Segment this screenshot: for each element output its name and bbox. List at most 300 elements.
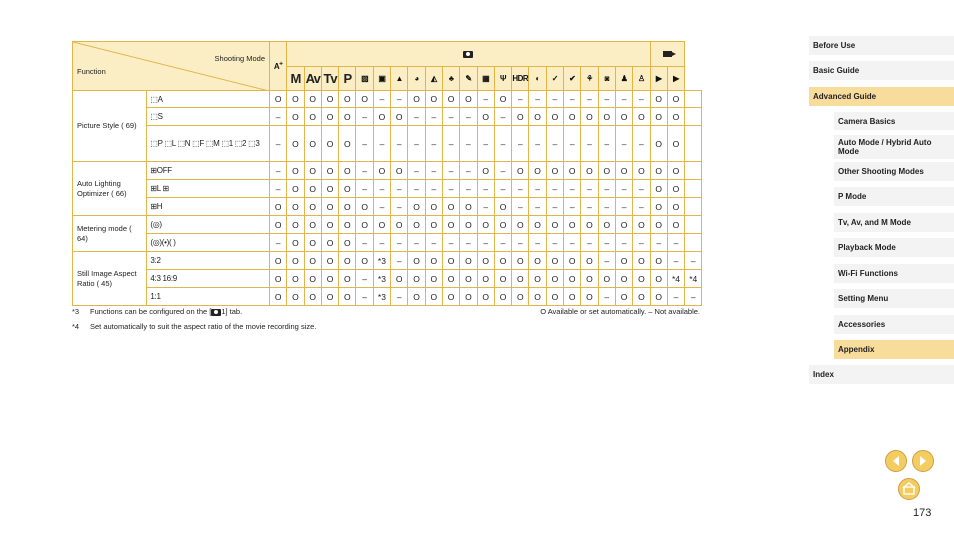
availability-cell: O [321,252,338,270]
availability-cell [685,91,702,108]
availability-cell: – [598,288,615,306]
availability-cell: – [460,108,477,126]
availability-cell: O [373,108,390,126]
availability-cell: – [391,91,408,108]
availability-cell: – [598,91,615,108]
table-corner-header [73,42,270,91]
availability-cell: O [529,288,546,306]
availability-cell: O [391,216,408,234]
availability-cell: O [287,216,304,234]
shooting-mode-icon: M [290,71,301,86]
availability-cell: O [615,270,632,288]
availability-cell: O [650,252,667,270]
availability-cell: – [442,180,459,198]
availability-cell: O [442,91,459,108]
mode-header-2 [321,67,338,91]
availability-cell: O [512,162,529,180]
mode-header-12 [494,67,511,91]
availability-cell: O [460,216,477,234]
availability-cell: O [321,108,338,126]
availability-cell: O [287,234,304,252]
table-row [73,216,702,234]
availability-cell: O [339,180,356,198]
sidebar-item-before-use[interactable] [809,36,954,55]
availability-cell: O [391,270,408,288]
availability-cell: O [442,252,459,270]
shooting-mode-icon: ✓ [551,74,558,83]
availability-cell: – [408,162,425,180]
setting-icon: ⊞L ⊞ [147,180,270,198]
availability-cell: O [339,216,356,234]
shooting-mode-icon: ▶ [655,74,662,83]
home-button[interactable] [898,478,920,500]
availability-cell: O [339,108,356,126]
availability-cell: O [633,288,650,306]
availability-cell: O [270,91,287,108]
arrow-left-icon [891,455,901,467]
shooting-mode-icon: HDR [512,74,529,83]
availability-cell: – [442,126,459,162]
availability-cell: – [633,126,650,162]
sidebar-item-label: Basic Guide [813,66,860,75]
availability-cell: O [598,108,615,126]
availability-cell: O [287,270,304,288]
sidebar-item-label: Playback Mode [838,243,896,252]
availability-cell: – [270,126,287,162]
availability-cell: – [373,198,390,216]
sidebar-item-camera-basics[interactable] [834,112,954,130]
availability-cell: – [460,234,477,252]
sidebar-item-advanced-guide[interactable] [809,87,954,106]
availability-cell: O [425,252,442,270]
availability-cell: O [615,252,632,270]
availability-cell: O [442,216,459,234]
availability-cell: O [287,288,304,306]
availability-cell: – [408,108,425,126]
availability-cell: – [477,126,494,162]
shooting-mode-label: Shooting Mode [214,54,265,63]
availability-cell: O [408,198,425,216]
availability-cell: O [650,126,667,162]
availability-cell: O [477,108,494,126]
availability-cell: – [564,198,581,216]
availability-cell: O [408,288,425,306]
availability-cell: O [460,270,477,288]
availability-cell: O [477,288,494,306]
shooting-mode-icon: ♣ [448,74,454,83]
availability-cell: – [564,91,581,108]
availability-cell: – [529,126,546,162]
availability-cell: – [667,234,684,252]
availability-cell: O [460,252,477,270]
availability-cell: O [529,162,546,180]
availability-cell: O [287,252,304,270]
availability-cell: O [425,91,442,108]
availability-cell: O [339,252,356,270]
sidebar-item-playback-mode[interactable] [834,238,954,257]
mode-header-11 [477,67,494,91]
availability-cell: O [564,270,581,288]
mode-header-8 [425,67,442,91]
availability-cell: – [512,91,529,108]
sidebar-item-label: Wi-Fi Functions [838,269,898,278]
availability-cell: – [564,126,581,162]
camera-icon [211,309,221,316]
setting-icon: ⊞OFF [147,162,270,180]
availability-cell: – [615,234,632,252]
shooting-mode-icon: ▶ [673,74,679,83]
availability-cell: O [581,252,598,270]
availability-cell: O [304,234,321,252]
availability-cell: – [391,288,408,306]
setting-icon: (◎) [147,216,270,234]
sidebar-item-label: Tv, Av, and M Mode [838,218,911,227]
availability-cell: – [529,91,546,108]
availability-cell: O [477,162,494,180]
availability-cell: O [460,288,477,306]
next-page-button[interactable] [912,450,934,472]
shooting-mode-icon: ✔ [569,74,576,83]
availability-cell: – [494,234,511,252]
availability-cell: O [339,198,356,216]
sidebar-item-basic-guide[interactable] [809,61,954,80]
availability-cell: O [321,198,338,216]
availability-cell: O [425,288,442,306]
table-row [73,162,702,180]
still-image-modes-header [287,42,650,67]
availability-cell: O [339,126,356,162]
availability-cell: O [667,198,684,216]
availability-cell: – [546,126,563,162]
availability-cell: – [425,162,442,180]
availability-cell: – [425,234,442,252]
availability-cell: – [391,252,408,270]
availability-cell: O [615,108,632,126]
availability-cell: O [581,108,598,126]
sidebar-item-label: Other Shooting Modes [838,167,924,176]
mode-header-5 [373,67,390,91]
availability-cell: O [425,216,442,234]
availability-cell: O [442,288,459,306]
availability-cell: – [477,234,494,252]
availability-cell: O [339,91,356,108]
availability-cell: – [529,180,546,198]
availability-cell: O [546,252,563,270]
availability-cell: – [529,198,546,216]
availability-cell: O [615,288,632,306]
mode-header-13 [512,67,529,91]
availability-cell: O [321,288,338,306]
availability-cell: O [581,162,598,180]
sidebar-item-tv-av-and-m-mode[interactable] [834,213,954,232]
availability-cell: – [512,126,529,162]
mode-header-4 [356,67,373,91]
availability-cell: O [356,216,373,234]
availability-cell: – [564,234,581,252]
availability-cell: – [356,162,373,180]
availability-cell: O [650,198,667,216]
availability-cell: O [339,234,356,252]
availability-cell: O [529,270,546,288]
footnote-3 [72,307,704,322]
table-row [73,288,702,306]
availability-cell: – [633,198,650,216]
availability-cell: – [581,234,598,252]
availability-cell [685,198,702,216]
mode-header-0 [287,67,304,91]
availability-cell: O [287,198,304,216]
availability-cell: O [564,288,581,306]
sidebar-item-setting-menu[interactable] [834,289,954,308]
availability-cell: – [477,198,494,216]
shooting-mode-icon: ♟ [620,74,628,83]
sidebar-item-auto-mode-hybrid-auto-mode[interactable] [834,135,954,159]
sidebar-item-index[interactable] [809,365,954,384]
availability-cell: – [356,234,373,252]
availability-cell: O [408,91,425,108]
availability-cell: O [529,252,546,270]
movie-modes-header [650,42,685,67]
availability-cell: O [564,108,581,126]
availability-cell: O [581,270,598,288]
availability-cell: O [650,91,667,108]
availability-cell: O [270,198,287,216]
availability-cell: *4 [685,270,702,288]
availability-cell: O [304,216,321,234]
availability-cell: O [373,162,390,180]
mode-header-20 [633,67,650,91]
availability-cell: O [512,216,529,234]
shooting-mode-icon: ◭ [430,74,437,83]
sidebar-item-wi-fi-functions[interactable] [834,264,954,283]
availability-cell: O [270,216,287,234]
availability-cell: O [564,162,581,180]
availability-cell: O [321,216,338,234]
table-row [73,108,702,126]
availability-cell: O [667,108,684,126]
availability-cell: O [546,162,563,180]
sidebar-item-label: Before Use [813,41,856,50]
availability-cell: O [373,216,390,234]
availability-cell: O [529,216,546,234]
availability-cell: – [477,180,494,198]
footnote-text: Set automatically to suit the aspect ratio of the movie recording size. [90,322,317,331]
availability-cell: O [581,288,598,306]
availability-cell: O [633,252,650,270]
shooting-mode-icon: ◐ [535,74,540,83]
sidebar-item-p-mode[interactable] [834,187,954,206]
availability-cell: O [615,162,632,180]
availability-cell: O [633,162,650,180]
availability-cell: O [442,198,459,216]
table-row [73,91,702,108]
mode-header-16 [564,67,581,91]
availability-cell: – [564,180,581,198]
availability-cell: O [339,162,356,180]
footnotes [72,307,704,337]
availability-cell: O [287,126,304,162]
availability-cell: O [321,126,338,162]
availability-cell: O [546,288,563,306]
table-row [73,252,702,270]
mode-header-15 [546,67,563,91]
availability-cell: – [356,288,373,306]
availability-cell: O [564,216,581,234]
mode-header-19 [615,67,632,91]
availability-cell: – [546,234,563,252]
setting-icon: 1:1 [147,288,270,306]
availability-cell: O [287,180,304,198]
availability-cell: *3 [373,270,390,288]
availability-cell: O [460,198,477,216]
availability-cell: O [321,234,338,252]
availability-cell: O [270,288,287,306]
availability-cell: – [460,162,477,180]
availability-cell [685,126,702,162]
availability-cell: O [512,252,529,270]
setting-icon: ⬚S [147,108,270,126]
availability-cell: O [304,180,321,198]
availability-cell: – [460,180,477,198]
availability-cell: – [270,180,287,198]
availability-cell: – [667,252,684,270]
availability-cell: O [442,270,459,288]
home-icon [899,479,919,499]
availability-cell: O [425,270,442,288]
availability-cell: O [408,270,425,288]
mode-header-18 [598,67,615,91]
availability-cell: O [460,91,477,108]
availability-cell: O [408,216,425,234]
availability-cell: O [304,252,321,270]
sidebar-item-label: Auto Mode / Hybrid Auto Mode [838,138,932,156]
availability-cell: – [494,108,511,126]
availability-cell [685,180,702,198]
availability-cell: O [529,108,546,126]
availability-cell: – [615,126,632,162]
mode-header-9 [442,67,459,91]
availability-cell: O [633,216,650,234]
availability-cell: O [581,216,598,234]
availability-cell: O [667,126,684,162]
sidebar-item-label: Appendix [838,345,875,354]
availability-cell: O [598,162,615,180]
availability-cell: O [477,270,494,288]
availability-cell: O [564,252,581,270]
availability-cell [685,108,702,126]
availability-cell: O [494,270,511,288]
footnote-mark: *3 [72,307,80,316]
sidebar-item-label: Accessories [838,320,886,329]
sidebar-item-appendix[interactable] [834,340,954,359]
availability-cell: O [546,216,563,234]
availability-cell: – [442,108,459,126]
availability-cell: – [633,180,650,198]
mode-header-22 [667,67,684,91]
shooting-mode-icon: P [343,71,352,86]
availability-cell: – [391,234,408,252]
availability-cell: O [512,108,529,126]
function-name: Auto Lighting Optimizer ( 66) [73,162,147,216]
setting-icon: ⬚P ⬚L ⬚N ⬚F ⬚M ⬚1 ⬚2 ⬚3 [147,126,270,162]
mode-header-3 [339,67,356,91]
availability-cell: – [270,162,287,180]
availability-cell: O [287,91,304,108]
availability-cell: O [650,108,667,126]
availability-cell: O [477,252,494,270]
availability-cell: – [598,126,615,162]
sidebar-item-label: Advanced Guide [813,92,877,101]
availability-cell: – [512,180,529,198]
availability-cell: – [633,234,650,252]
footnote-4 [72,322,704,337]
mode-header-14 [529,67,546,91]
sidebar-item-accessories[interactable] [834,315,954,334]
availability-cell: O [270,252,287,270]
availability-cell: – [633,91,650,108]
availability-cell: O [512,270,529,288]
availability-cell: – [615,198,632,216]
availability-cell: O [321,91,338,108]
availability-cell: – [373,180,390,198]
availability-cell: O [408,252,425,270]
mode-header-17 [581,67,598,91]
availability-cell: O [287,108,304,126]
availability-cell: *3 [373,252,390,270]
availability-cell: – [270,234,287,252]
availability-cell: O [650,180,667,198]
availability-cell: O [321,162,338,180]
shooting-mode-icon: ⚘ [586,74,593,83]
availability-cell: – [356,180,373,198]
sidebar-item-label: Camera Basics [838,116,896,126]
availability-cell: – [546,198,563,216]
availability-cell: – [373,126,390,162]
camera-icon [463,51,473,58]
availability-cell: – [270,108,287,126]
availability-cell: – [391,126,408,162]
sidebar-item-label: Setting Menu [838,294,889,303]
mode-header-7 [408,67,425,91]
table-row [73,180,702,198]
availability-cell: O [667,180,684,198]
availability-cell: – [494,162,511,180]
page-number: 173 [913,507,932,519]
availability-cell: – [598,234,615,252]
availability-cell [685,162,702,180]
availability-cell: – [408,126,425,162]
previous-page-button[interactable] [885,450,907,472]
availability-cell: O [391,108,408,126]
sidebar-item-label: Index [813,370,834,379]
availability-cell: O [356,198,373,216]
availability-cell: – [581,180,598,198]
availability-cell: – [512,198,529,216]
availability-cell: O [512,288,529,306]
auto-mode-header [270,42,287,91]
availability-cell: – [598,252,615,270]
availability-cell: – [598,198,615,216]
availability-cell: O [356,91,373,108]
auto-mode-icon: A+ [273,60,283,72]
availability-cell: O [494,252,511,270]
footnote-mark: *4 [72,322,80,331]
availability-cell: O [667,216,684,234]
mode-header-10 [460,67,477,91]
shooting-mode-icon: ▣ [378,74,386,83]
sidebar-item-other-shooting-modes[interactable] [834,162,954,181]
availability-cell [685,216,702,234]
